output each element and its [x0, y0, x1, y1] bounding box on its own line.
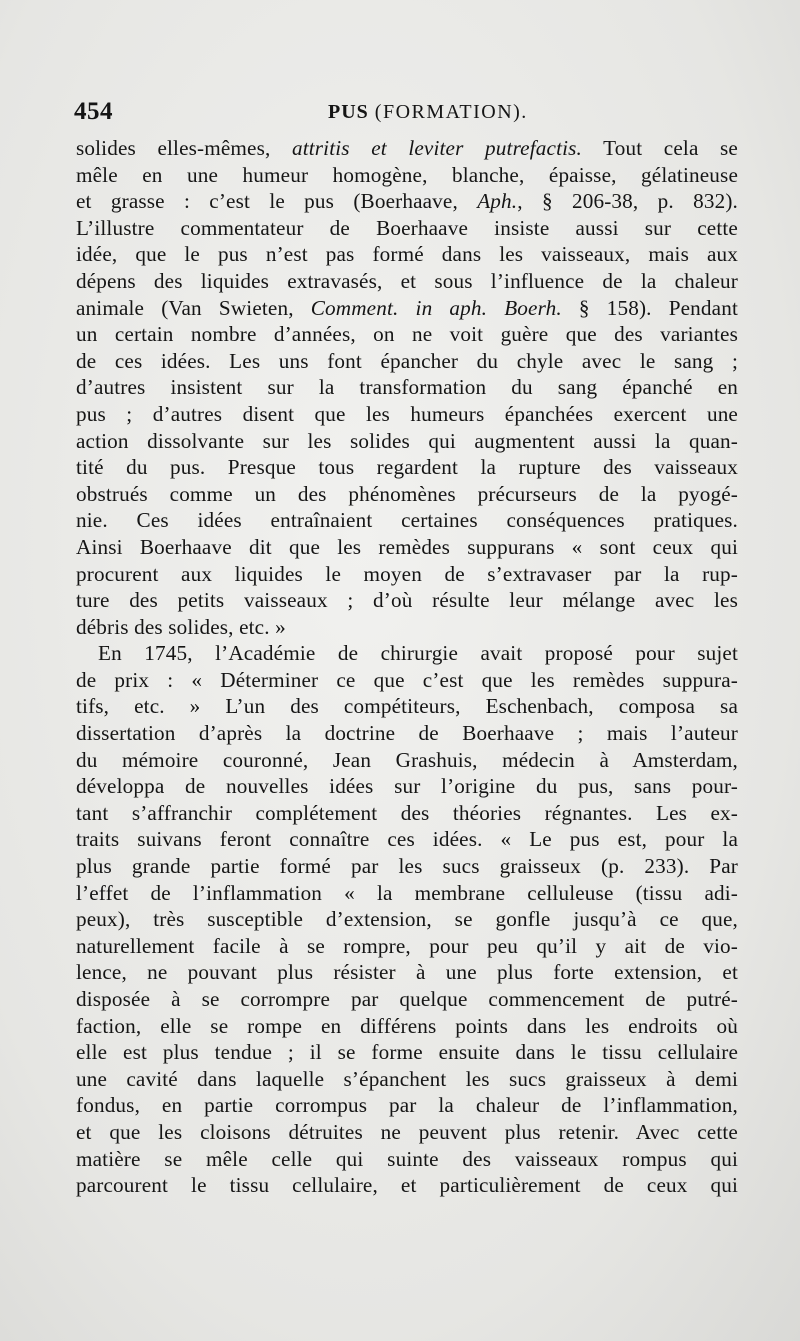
text-segment: dissertation d’après la doctrine de Boerhaave ; mais l’auteur — [76, 721, 738, 746]
text-line — [76, 1066, 738, 1093]
text-line — [76, 747, 738, 774]
text-line — [76, 773, 738, 800]
text-segment: nie. Ces idées entraînaient certaines conséquences pratiques. — [76, 508, 738, 533]
text-line — [76, 321, 738, 348]
text-line — [76, 614, 738, 641]
text-segment: , § 206-38, p. 832). — [517, 189, 738, 214]
text-line — [76, 1119, 738, 1146]
text-segment: § 158). Pendant — [561, 295, 739, 320]
text-segment: traits suivans feront connaître ces idées. « Le pus est, pour la — [76, 827, 738, 852]
text-segment: tant s’affranchir complétement des théories régnantes. Les ex- — [76, 800, 738, 825]
text-segment: de ces idées. Les uns font épancher du chyle avec le sang ; — [76, 348, 738, 373]
text-segment: un certain nombre d’années, on ne voit guère que des variantes — [76, 322, 738, 347]
text-line — [76, 454, 738, 481]
text-line — [76, 162, 738, 189]
text-line — [76, 1172, 738, 1199]
text-segment: Ainsi Boerhaave dit que les remèdes suppurans « sont ceux qui — [76, 534, 738, 559]
text-segment: matière se mêle celle qui suinte des vaisseaux rompus qui — [76, 1146, 738, 1171]
text-line — [76, 215, 738, 242]
text-segment: tité du pus. Presque tous regardent la rupture des vaisseaux — [76, 455, 738, 480]
text-line — [76, 188, 738, 215]
text-line — [76, 1039, 738, 1066]
text-segment: du mémoire couronné, Jean Grashuis, médecin à Amsterdam, — [76, 747, 738, 772]
body-text — [76, 135, 738, 1199]
italic-text: attritis et leviter putrefactis. — [291, 136, 582, 160]
text-segment: dépens des liquides extravasés, et sous l’influence de la chaleur — [76, 268, 738, 293]
text-line — [76, 374, 738, 401]
running-head-main: PUS — [328, 101, 369, 123]
text-segment: disposée à se corrompre par quelque commencement de putré- — [76, 987, 738, 1011]
text-segment: mêle en une humeur homogène, blanche, épaisse, gélatineuse — [76, 162, 738, 187]
text-segment: action dissolvante sur les solides qui augmentent aussi la quan- — [76, 428, 738, 453]
text-segment: procurent aux liquides le moyen de s’extravaser par la rup- — [76, 561, 738, 586]
text-line — [76, 428, 738, 455]
text-line — [76, 401, 738, 428]
text-line — [76, 720, 738, 747]
text-segment: obstrués comme un des phénomènes précurseurs de la pyogé- — [76, 481, 738, 506]
text-segment: développa de nouvelles idées sur l’origine du pus, sans pour- — [76, 774, 738, 799]
text-segment: idée, que le pus n’est pas formé dans les vaisseaux, mais aux — [76, 242, 738, 267]
text-segment: peux), très susceptible d’extension, se gonfle jusqu’à ce que, — [76, 907, 738, 932]
text-line — [76, 1092, 738, 1119]
italic-text: Aph. — [477, 189, 518, 214]
text-line — [76, 640, 738, 667]
text-segment: solides elles-mêmes, — [76, 136, 292, 160]
text-segment: débris des solides, etc. » — [76, 614, 286, 639]
page-header — [74, 98, 742, 132]
text-line — [76, 1146, 738, 1173]
text-line — [76, 507, 738, 534]
text-segment: de prix : « Déterminer ce que c’est que les remèdes suppura- — [76, 667, 738, 692]
text-line — [76, 933, 738, 960]
text-segment: l’effet de l’inflammation « la membrane celluleuse (tissu adi- — [76, 880, 738, 905]
running-head — [328, 101, 528, 124]
text-segment: et que les cloisons détruites ne peuvent plus retenir. Avec cette — [76, 1119, 738, 1144]
text-segment: animale (Van Swieten, — [76, 295, 311, 320]
page-number: 454 — [74, 98, 113, 125]
text-segment: elle est plus tendue ; il se forme ensuite dans le tissu cellulaire — [76, 1040, 738, 1065]
running-head-sub: (FORMATION). — [374, 101, 528, 123]
italic-text: Comment. in aph. Boerh. — [310, 295, 562, 320]
text-line — [76, 561, 738, 588]
text-segment: pus ; d’autres disent que les humeurs épanchées exercent une — [76, 401, 738, 426]
text-line — [76, 1013, 738, 1040]
text-line — [76, 587, 738, 614]
text-segment: d’autres insistent sur la transformation du sang épanché en — [76, 375, 738, 400]
text-line — [76, 534, 738, 561]
text-line — [76, 906, 738, 933]
text-line — [76, 295, 738, 322]
text-line — [76, 481, 738, 508]
text-segment: une cavité dans laquelle s’épanchent les sucs graisseux à demi — [76, 1066, 738, 1091]
text-segment: En 1745, l’Académie de chirurgie avait proposé pour sujet — [98, 641, 738, 666]
text-line — [76, 667, 738, 694]
text-segment: ture des petits vaisseaux ; d’où résulte leur mélange avec les — [76, 588, 738, 613]
text-segment: Tout cela se — [581, 136, 738, 160]
text-line — [76, 826, 738, 853]
text-segment: L’illustre commentateur de Boerhaave insiste aussi sur cette — [76, 215, 738, 240]
text-line — [76, 959, 738, 986]
text-segment: faction, elle se rompe en différens points dans les endroits où — [76, 1013, 738, 1038]
text-segment: tifs, etc. » L’un des compétiteurs, Eschenbach, composa sa — [76, 694, 738, 719]
text-line — [76, 241, 738, 268]
text-line — [76, 853, 738, 880]
text-segment: lence, ne pouvant plus résister à une plus forte extension, et — [76, 960, 738, 985]
text-segment: fondus, en partie corrompus par la chaleur de l’inflammation, — [76, 1093, 738, 1118]
text-segment: parcourent le tissu cellulaire, et particulièrement de ceux qui — [76, 1173, 738, 1198]
text-segment: naturellement facile à se rompre, pour peu qu’il y ait de vio- — [76, 933, 738, 958]
text-line — [76, 348, 738, 375]
text-segment: et grasse : c’est le pus (Boerhaave, — [76, 189, 478, 214]
text-line — [76, 986, 738, 1013]
text-line — [76, 135, 738, 162]
text-segment: plus grande partie formé par les sucs graisseux (p. 233). Par — [76, 854, 738, 879]
text-line — [76, 693, 738, 720]
text-line — [76, 268, 738, 295]
text-line — [76, 880, 738, 907]
text-line — [76, 800, 738, 827]
